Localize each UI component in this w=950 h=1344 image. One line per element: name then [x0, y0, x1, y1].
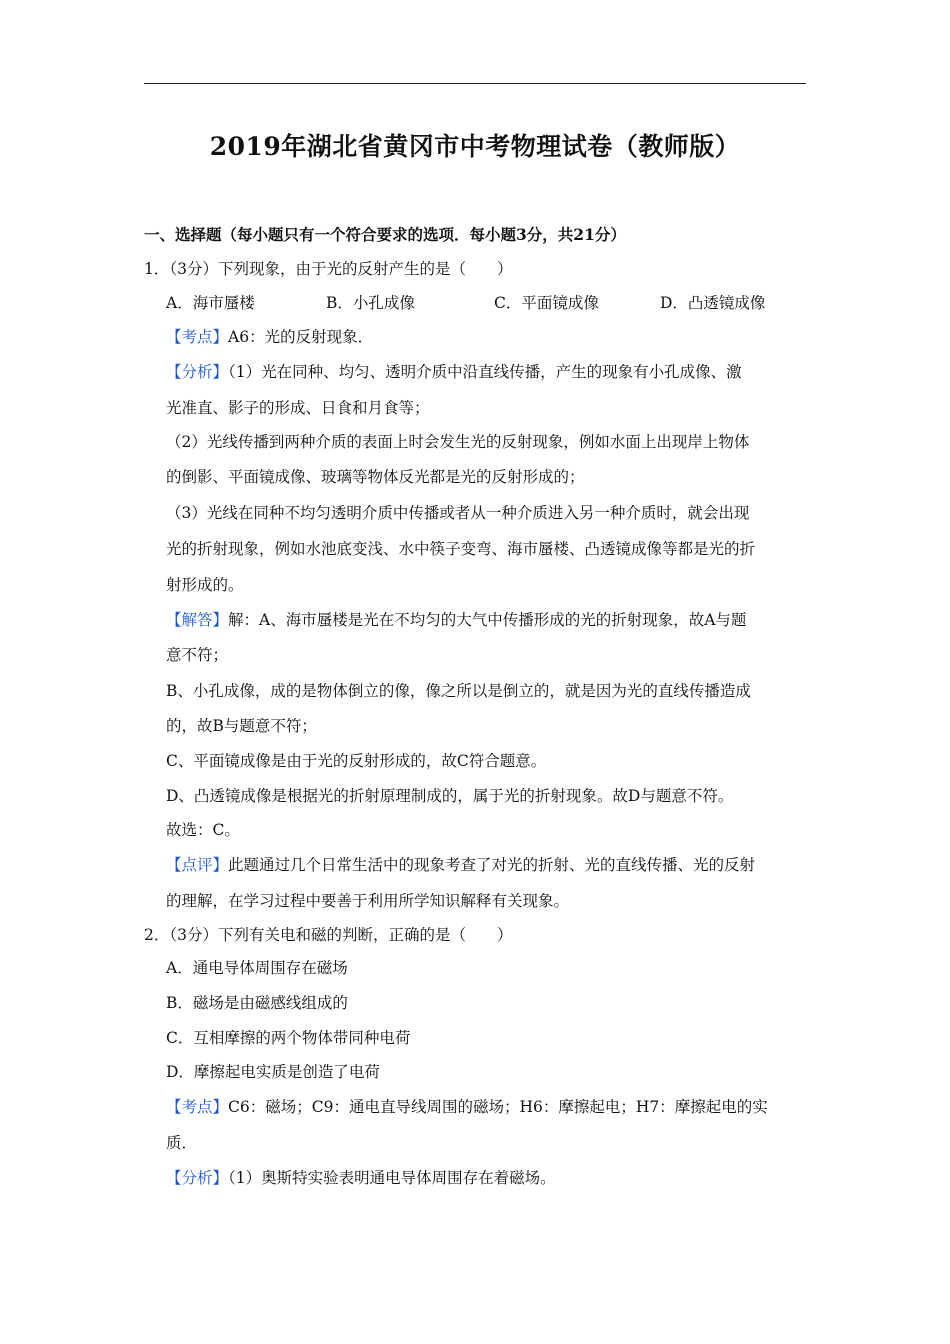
q1-fenxi-3b: 光的折射现象，例如水池底变浅、水中筷子变弯、海市蜃楼、凸透镜成像等都是光的折	[166, 540, 756, 558]
q1-dianping-1	[166, 855, 755, 875]
q2-kaodian-1	[166, 1097, 768, 1117]
q2-kaodian-text: C6：磁场；C9：通电直导线周围的磁场；H6：摩擦起电；H7：摩擦起电的实	[228, 1098, 768, 1116]
q1-fenxi-1b: 光准直、影子的形成、日食和月食等；	[166, 399, 430, 417]
q2-fenxi-text: （1）奥斯特实验表明通电导体周围存在着磁场。	[228, 1169, 556, 1187]
jieda-text: 解：A、海市蜃楼是光在不均匀的大气中传播形成的光的折射现象，故A与题	[228, 611, 747, 629]
fenxi-tag: 【分析】	[166, 363, 229, 381]
q2-option-b: B．磁场是由磁感线组成的	[166, 994, 348, 1012]
q1-fenxi-2a: （2）光线传播到两种介质的表面上时会发生光的反射现象，例如水面上出现岸上物体	[166, 433, 750, 451]
option-c: C．平面镜成像	[494, 294, 599, 312]
q1-fenxi-1a	[166, 362, 742, 382]
q1-jieda-a1	[166, 610, 746, 630]
q1-jieda-d: D、凸透镜成像是根据光的折射原理制成的，属于光的折射现象。故D与题意不符。	[166, 787, 734, 805]
header-rule	[144, 83, 806, 84]
dianping-text: 此题通过几个日常生活中的现象考查了对光的折射、光的直线传播、光的反射	[228, 856, 756, 874]
q1-kaodian	[166, 327, 373, 347]
dianping-tag: 【点评】	[166, 856, 229, 874]
q1-jieda-b1: B、小孔成像，成的是物体倒立的像，像之所以是倒立的，就是因为光的直线传播造成	[166, 682, 751, 700]
q2-option-a: A．通电导体周围存在磁场	[166, 959, 348, 977]
option-b: B．小孔成像	[326, 294, 415, 312]
q2-fenxi-1	[166, 1168, 556, 1188]
question-1-stem: 1．（3分）下列现象，由于光的反射产生的是（ ）	[144, 260, 513, 278]
q2-fenxi-tag: 【分析】	[166, 1169, 229, 1187]
section-heading: 一、选择题（每小题只有一个符合要求的选项．每小题3分，共21分）	[144, 225, 626, 244]
q1-fenxi-3a: （3）光线在同种不均匀透明介质中传播或者从一种介质进入另一种介质时，就会出现	[166, 504, 750, 522]
question-2-stem: 2．（3分）下列有关电和磁的判断，正确的是（ ）	[144, 926, 513, 944]
q1-jieda-a2: 意不符；	[166, 646, 229, 664]
q2-option-d: D．摩擦起电实质是创造了电荷	[166, 1063, 380, 1081]
option-d: D．凸透镜成像	[660, 294, 766, 312]
q1-jieda-c: C、平面镜成像是由于光的反射形成的，故C符合题意。	[166, 752, 547, 770]
q1-fenxi-3c: 射形成的。	[166, 576, 244, 594]
q1-dianping-2: 的理解，在学习过程中要善于利用所学知识解释有关现象。	[166, 892, 570, 910]
q1-fenxi-2b: 的倒影、平面镜成像、玻璃等物体反光都是光的反射形成的；	[166, 468, 585, 486]
q1-jieda-b2: 的，故B与题意不符；	[166, 717, 317, 735]
q1-answer: 故选：C。	[166, 821, 240, 839]
jieda-tag: 【解答】	[166, 611, 229, 629]
q2-kaodian-2: 质．	[166, 1134, 198, 1152]
kaodian-text: A6：光的反射现象．	[228, 328, 374, 346]
option-a: A．海市蜃楼	[166, 294, 255, 312]
q2-option-c: C．互相摩擦的两个物体带同种电荷	[166, 1029, 411, 1047]
kaodian-tag: 【考点】	[166, 328, 229, 346]
q2-kaodian-tag: 【考点】	[166, 1098, 229, 1116]
fenxi-text: （1）光在同种、均匀、透明介质中沿直线传播，产生的现象有小孔成像、激	[228, 363, 742, 381]
page-title: 2019年湖北省黄冈市中考物理试卷（教师版）	[209, 132, 741, 161]
